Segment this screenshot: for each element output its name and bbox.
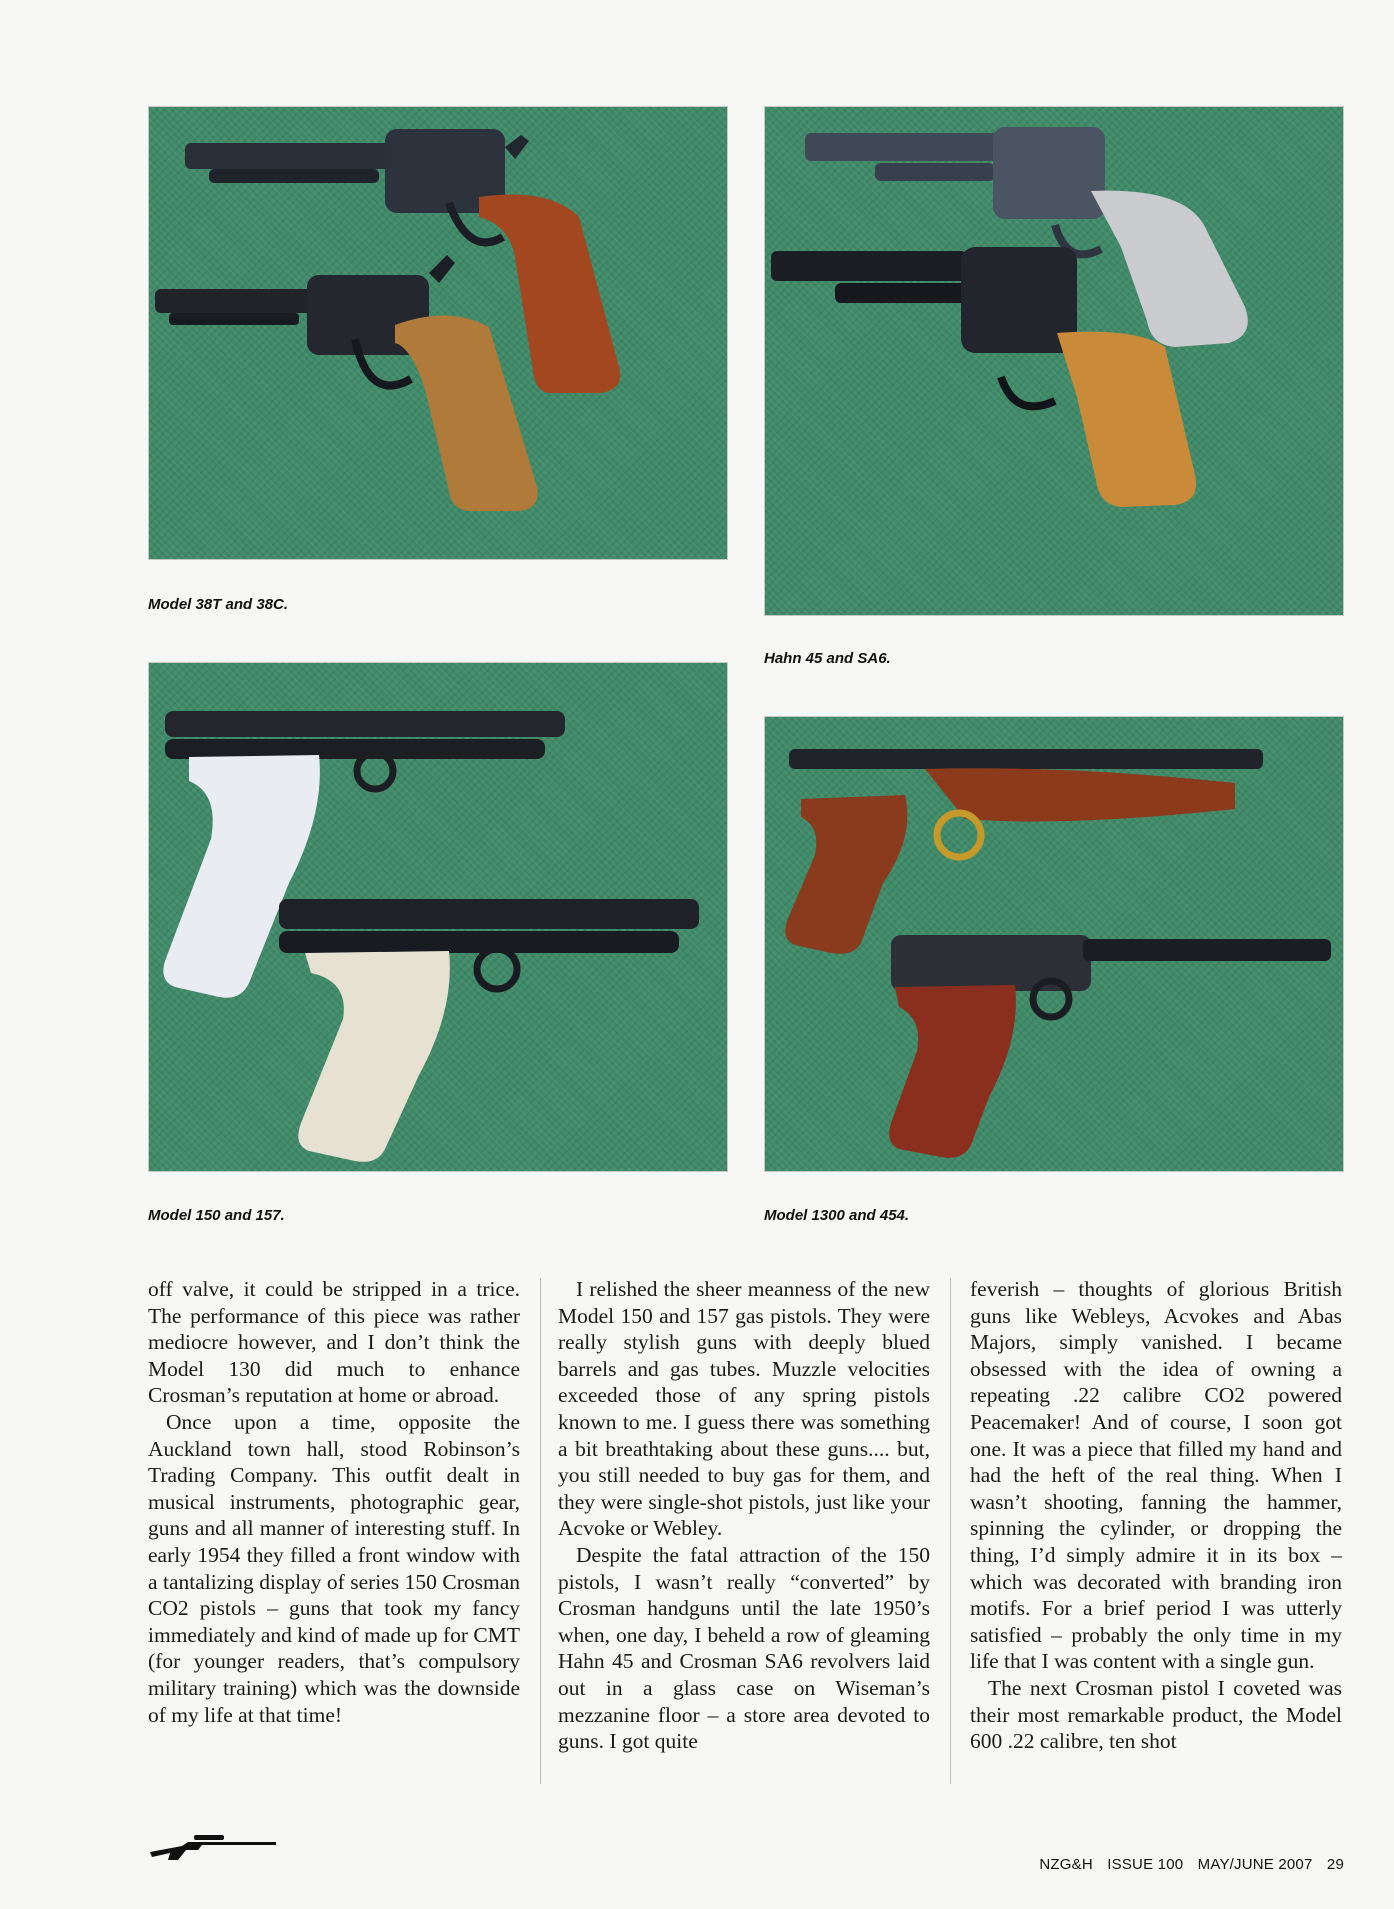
photo-model-150-157 bbox=[148, 662, 728, 1172]
pistol-top bbox=[785, 749, 1263, 954]
issue-date: MAY/JUNE 2007 bbox=[1197, 1856, 1313, 1873]
paragraph: off valve, it could be stripped in a trice. The performance of this piece was rather mediocre however, and I don’t think the Model 130 did much to enhance Crosman’s reputation at home or abroad. bbox=[148, 1277, 520, 1408]
pistol-bottom bbox=[279, 899, 699, 1162]
pistol-bottom bbox=[889, 935, 1331, 1158]
rifle-icon bbox=[148, 1826, 278, 1866]
text-column-3 bbox=[970, 1276, 1342, 1755]
revolver-bottom bbox=[771, 247, 1196, 507]
magazine-name: NZG&H bbox=[1039, 1856, 1093, 1873]
revolvers-illustration bbox=[149, 107, 727, 559]
paragraph: Once upon a time, opposite the Auckland town hall, stood Robinson’s Trading Company. This outfit dealt in musical instruments, photographic gear, guns and all manner of interesting stuff. In early 1954 they filled a front window with a tantalizing display of series 150 Crosman CO2 pistols – guns that took my fancy immediately and kind of made up for CMT (for younger readers, that’s compulsory military training) which was the downside of my life at that time! bbox=[148, 1409, 520, 1727]
column-divider bbox=[950, 1278, 951, 1784]
paragraph: I relished the sheer meanness of the new Model 150 and 157 gas pistols. They were really stylish guns with deeply blued barrels and gas tubes. Muzzle velocities exceeded those of any spring pistols known to me. I guess there was something a bit breathtaking about these guns.... but, you still needed to buy gas for them, and they were single-shot pistols, just like your Acvoke or Webley. bbox=[558, 1277, 930, 1541]
photo-model-1300-454 bbox=[764, 716, 1344, 1172]
caption-model-150-157: Model 150 and 157. bbox=[148, 1207, 285, 1224]
text-column-1 bbox=[148, 1276, 520, 1728]
page-footer bbox=[1029, 1856, 1344, 1873]
caption-model-1300-454: Model 1300 and 454. bbox=[764, 1207, 910, 1224]
single-action-revolvers-illustration bbox=[765, 107, 1343, 615]
gas-pistols-illustration bbox=[149, 663, 727, 1171]
caption-model-38t-38c: Model 38T and 38C. bbox=[148, 596, 289, 613]
text-column-2 bbox=[558, 1276, 930, 1755]
target-pistols-illustration bbox=[765, 717, 1343, 1171]
paragraph: The next Crosman pistol I coveted was their most remarkable product, the Model 600 .22 calibre, ten shot bbox=[970, 1675, 1342, 1754]
photo-model-38t-38c bbox=[148, 106, 728, 560]
page-number: 29 bbox=[1326, 1856, 1344, 1873]
paragraph: Despite the fatal attraction of the 150 pistols, I wasn’t really “converted” by Crosman handguns until the late 1950’s when, one day, I beheld a row of gleaming Hahn 45 and Crosman SA6 revolvers laid out in a glass case on Wiseman’s mezzanine floor – a store area devoted to guns. I got quite bbox=[558, 1542, 930, 1754]
paragraph: feverish – thoughts of glorious British guns like Webleys, Acvokes and Abas Majors, simply vanished. I became obsessed with the idea of owning a repeating .22 calibre CO2 powered Peacemaker! And of course, I soon got one. It was a piece that filled my hand and had the heft of the real thing. When I wasn’t shooting, fanning the hammer, spinning the cylinder, or dropping the thing, I’d simply admire it in its box – which was decorated with branding iron motifs. For a brief period I was utterly satisfied – probably the only time in my life that I was content with a single gun. bbox=[970, 1277, 1342, 1674]
photo-hahn-45-sa6 bbox=[764, 106, 1344, 616]
column-divider bbox=[540, 1278, 541, 1784]
revolver-bottom bbox=[155, 255, 538, 511]
caption-hahn-45-sa6: Hahn 45 and SA6. bbox=[764, 650, 891, 667]
issue-number: ISSUE 100 bbox=[1107, 1856, 1184, 1873]
